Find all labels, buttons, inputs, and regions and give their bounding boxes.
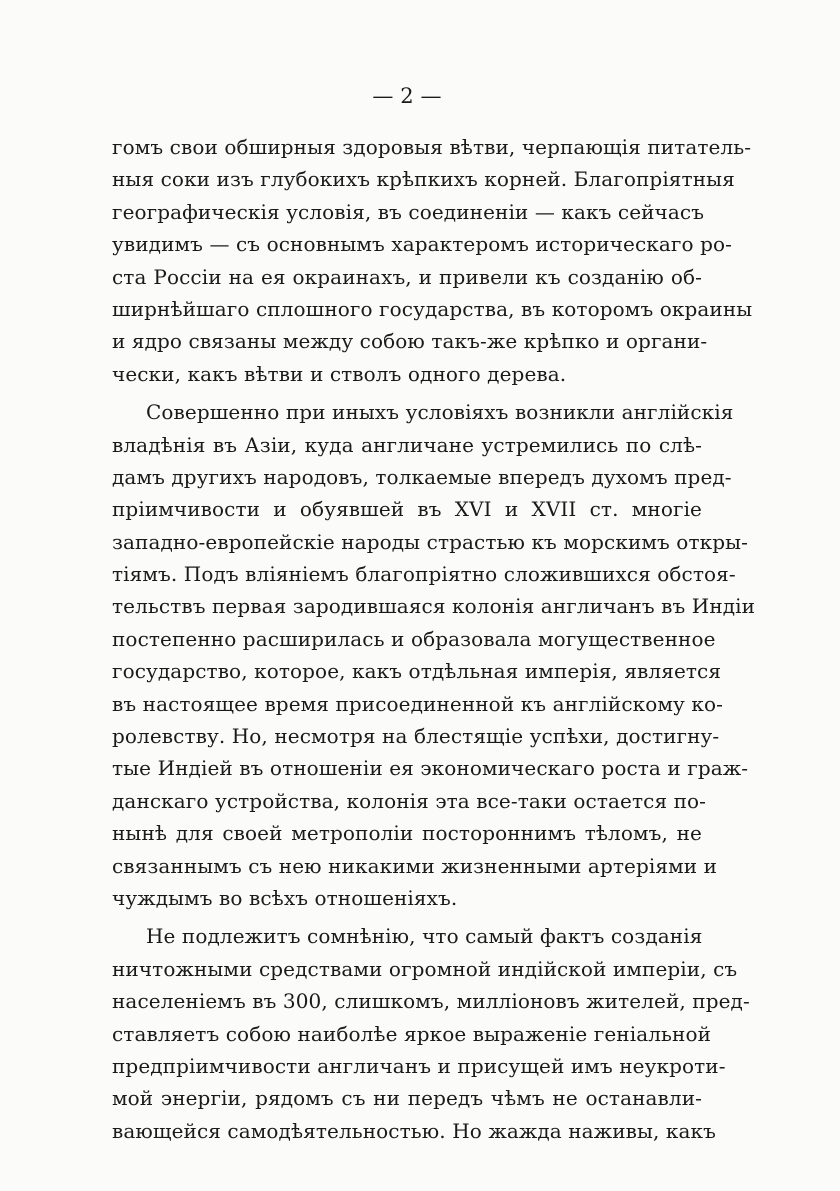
text-line: данскаго устройства, колонія эта все-таки остается по- [112, 788, 707, 813]
paragraph-3 [112, 920, 750, 1147]
text-line: ныя соки изъ глубокихъ крѣпкихъ корней. Благопріятныя [112, 167, 735, 192]
text-line: предпріимчивости англичанъ и присущей имъ неукроти- [112, 1053, 726, 1078]
text-line: нынѣ для своей метрополіи постороннимъ тѣломъ, не [112, 821, 702, 846]
text-line: чески, какъ вѣтви и стволъ одного дерева. [112, 361, 567, 386]
text-line: и ядро связаны между собою такъ-же крѣпко и органи- [112, 329, 708, 354]
paragraph-1 [112, 131, 753, 390]
text-line: тельствъ первая зародившаяся колонія англичанъ въ Индіи [112, 594, 756, 619]
text-line: мой энергіи, рядомъ съ ни передъ чѣмъ не останавли- [112, 1086, 702, 1111]
text-line: вающейся самодѣятельностью. Но жажда наживы, какъ [112, 1118, 716, 1143]
text-line: пріимчивости и обуявшей въ XVI и XVII ст. многіе [112, 497, 702, 522]
text-line: государство, которое, какъ отдѣльная имперія, является [112, 659, 722, 684]
text-line: географическія условія, въ соединеніи — какъ сейчасъ [112, 199, 705, 224]
text-line: ничтожными средствами огромной индійской имперіи, съ [112, 956, 738, 981]
page-number: — 2 — [372, 84, 442, 108]
text-line: западно-европейскіе народы страстью къ морскимъ откры- [112, 529, 748, 554]
text-line: связаннымъ съ нею никакими жизненными артеріями и [112, 853, 718, 878]
text-line: тые Индіей въ отношеніи ея экономическаго роста и граж- [112, 756, 749, 781]
text-block [112, 80, 756, 1147]
text-line: ста Россіи на ея окраинахъ, и привели къ созданію об- [112, 264, 702, 289]
text-line: ролевству. Но, несмотря на блестящіе успѣхи, достигну- [112, 724, 720, 749]
text-line: въ настоящее время присоединенной къ англійскому ко- [112, 691, 723, 716]
text-line: ставляетъ собою наиболѣе яркое выраженіе геніальной [112, 1021, 712, 1046]
paragraph-2 [112, 396, 756, 914]
text-line: Совершенно при иныхъ условіяхъ возникли англійскія [146, 400, 734, 425]
text-line: постепенно расширилась и образовала могущественное [112, 626, 716, 651]
text-line: дамъ другихъ народовъ, толкаемые впередъ духомъ пред- [112, 464, 732, 489]
text-line: ширнѣйшаго сплошного государства, въ которомъ окраины [112, 296, 753, 321]
text-line: гомъ свои обширныя здоровыя вѣтви, черпающія питатель- [112, 135, 752, 159]
text-line: Не подлежитъ сомнѣнію, что самый фактъ созданія [146, 924, 703, 949]
text-line: населеніемъ въ 300, слишкомъ, милліоновъ жителей, пред- [112, 989, 750, 1014]
text-line: владѣнія въ Азіи, куда англичане устремились по слѣ- [112, 432, 702, 457]
text-line: тіямъ. Подъ вліяніемъ благопріятно сложившихся обстоя- [112, 562, 736, 587]
text-line: чуждымъ во всѣхъ отношеніяхъ. [112, 885, 458, 910]
text-line: увидимъ — съ основнымъ характеромъ историческаго ро- [112, 232, 732, 257]
